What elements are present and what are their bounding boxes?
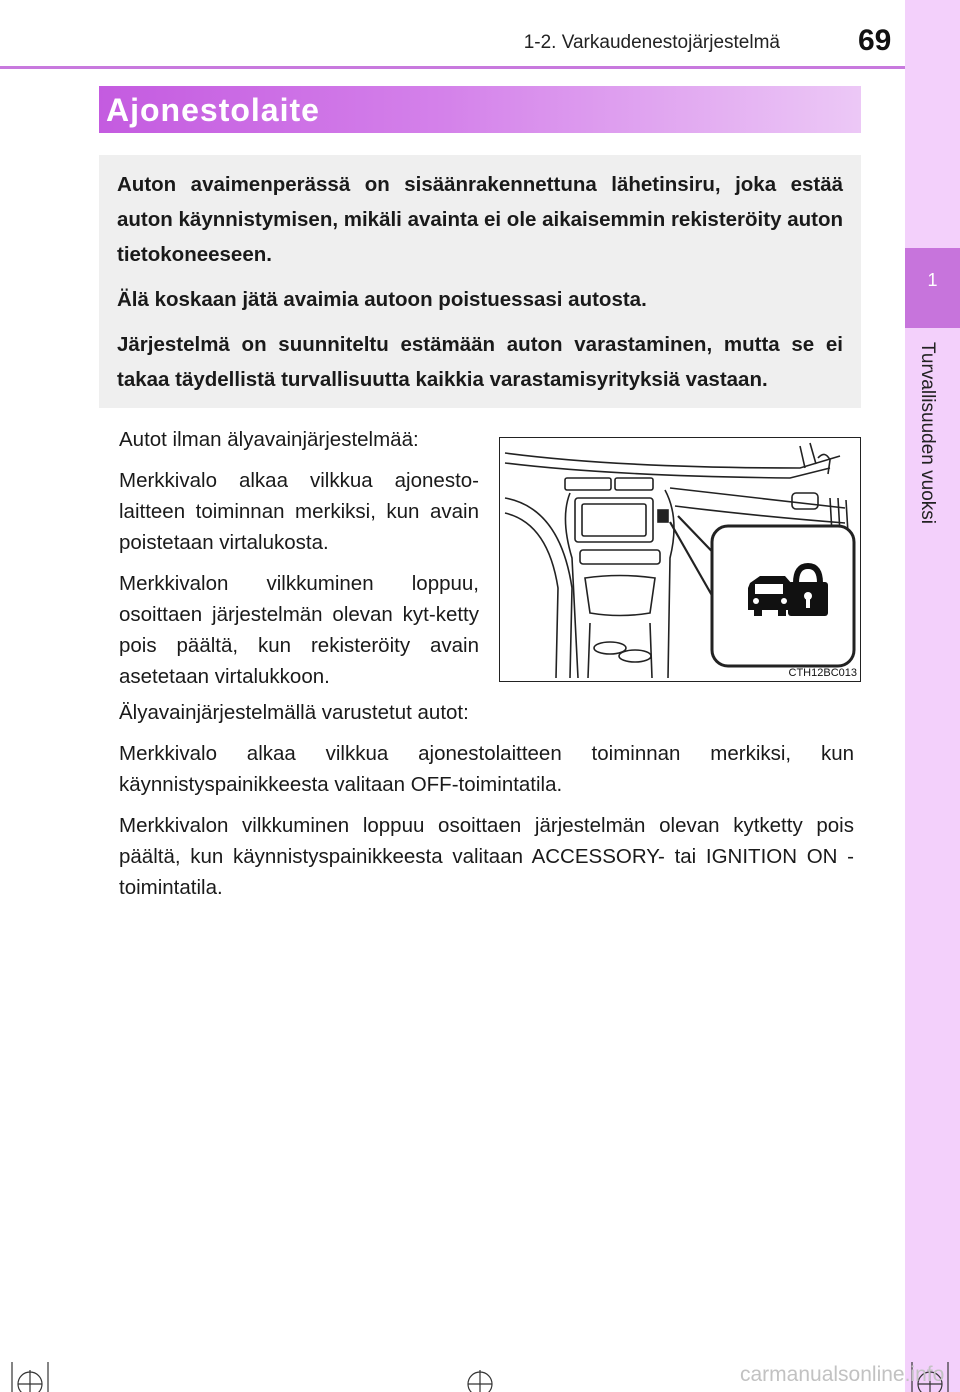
body-paragraph: Älyavainjärjestelmällä varustetut autot: bbox=[119, 701, 469, 724]
section-heading-bar bbox=[99, 86, 861, 133]
chapter-number: 1 bbox=[927, 270, 938, 290]
dashboard-illustration bbox=[499, 437, 861, 682]
section-title: 1-2. Varkaudenestojärjestelmä bbox=[523, 32, 780, 53]
dashboard-drawing bbox=[500, 438, 860, 681]
body-paragraph: Merkkivalon vilkkuminen loppuu, osoittaen järjestelmän olevan kyt-ketty pois päältä, kun rekisteröity avain asetetaan virtalukkoon. bbox=[119, 572, 479, 688]
chapter-side-tab bbox=[905, 0, 960, 1392]
body-text-left bbox=[119, 424, 479, 702]
body-text-full bbox=[119, 697, 854, 913]
body-paragraph: Merkkivalon vilkkuminen loppuu osoittaen järjestelmän olevan kytketty pois päältä, kun käynnistyspainikkeesta valitaan ACCESSORY- tai IGNITION ON -toimintatila. bbox=[119, 814, 854, 899]
chapter-title: Turvallisuuden vuoksi bbox=[917, 342, 938, 524]
page-number: 69 bbox=[858, 24, 892, 57]
summary-paragraph: Älä koskaan jätä avaimia autoon poistuessasi autosta. bbox=[117, 288, 647, 311]
header-divider bbox=[0, 66, 905, 69]
watermark: carmanualsonline.info bbox=[740, 1363, 945, 1386]
body-paragraph: Autot ilman älyavainjärjestelmää: bbox=[119, 428, 419, 451]
section-heading: Ajonestolaite bbox=[106, 92, 320, 128]
summary-paragraph: Auton avaimenperässä on sisäänrakennettuna lähetinsiru, joka estää auton käynnistymisen, mikäli avainta ei ole aikaisemmin rekisteröity auton tietokoneeseen. bbox=[117, 173, 843, 266]
body-paragraph: Merkkivalo alkaa vilkkua ajonesto-laitteen toiminnan merkiksi, kun avain poistetaan virtalukosta. bbox=[119, 469, 479, 554]
body-paragraph: Merkkivalo alkaa vilkkua ajonestolaitteen toiminnan merkiksi, kun käynnistyspainikkeesta valitaan OFF-toimintatila. bbox=[119, 742, 854, 796]
summary-paragraph: Järjestelmä on suunniteltu estämään auton varastaminen, mutta se ei takaa täydellistä turvallisuutta kaikkia varastamisyrityksiä vastaan. bbox=[117, 333, 843, 391]
figure-code: CTH12BC013 bbox=[788, 667, 857, 679]
summary-box bbox=[99, 155, 861, 408]
